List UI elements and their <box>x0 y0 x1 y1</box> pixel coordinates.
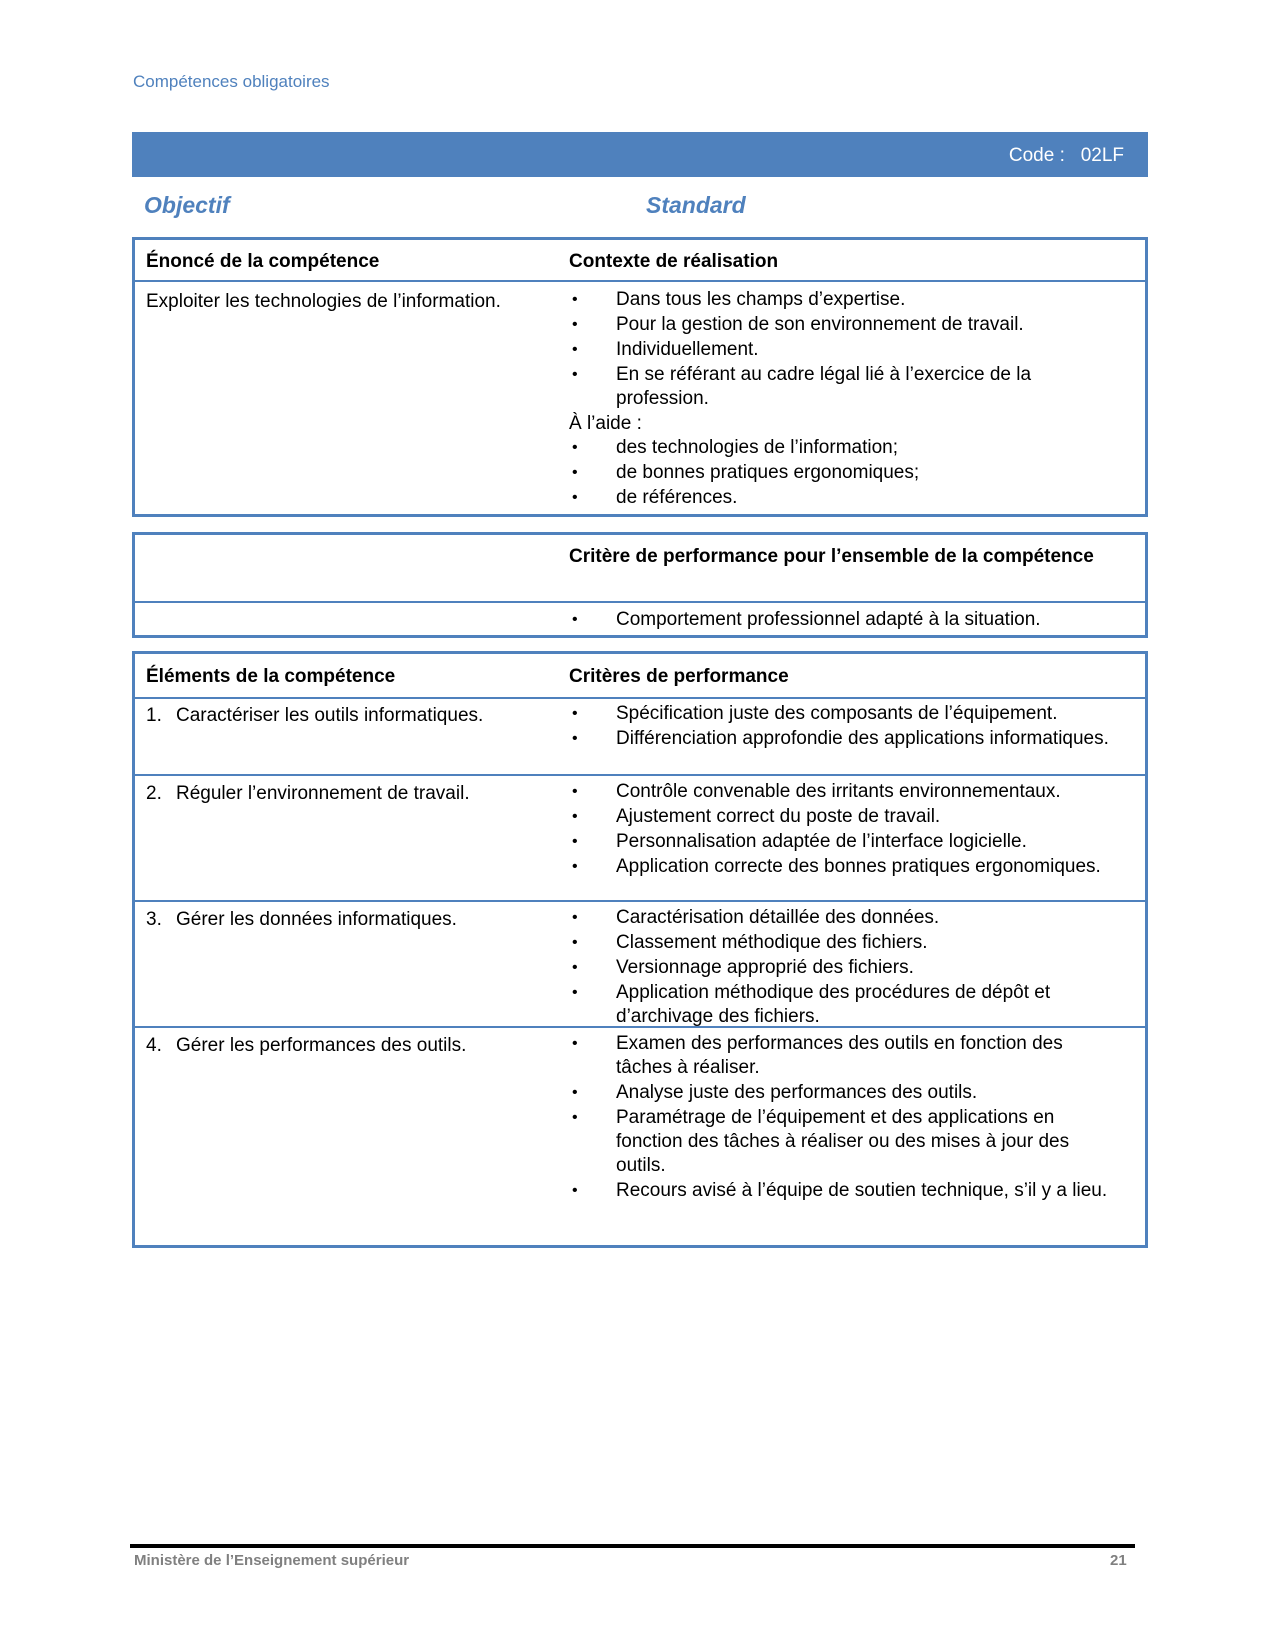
bullet-text: Caractérisation détaillée des données. <box>616 907 940 928</box>
bullet-item <box>569 608 1109 632</box>
footer-rule <box>130 1544 1135 1548</box>
bullet-text: Application méthodique des procédures de dépôt et d’archivage des fichiers. <box>616 982 1051 1027</box>
bullet-text: En se référant au cadre légal lié à l’exercice de la profession. <box>616 364 1032 409</box>
elements-header: Éléments de la compétence <box>146 666 396 687</box>
bullet-icon: • <box>572 783 578 800</box>
competence-statement: Exploiter les technologies de l’information. <box>146 291 501 312</box>
element-cell <box>146 908 556 932</box>
bullet-text: Personnalisation adaptée de l’interface logicielle. <box>616 831 1027 852</box>
row-separator <box>135 1026 1145 1028</box>
bullet-item <box>569 288 1109 312</box>
bullet-icon: • <box>572 1109 578 1126</box>
bullet-icon: • <box>572 934 578 951</box>
bullet-item <box>569 1106 1109 1178</box>
bullet-icon: • <box>572 730 578 747</box>
enonce-table-header <box>135 240 1145 282</box>
bullet-item <box>569 313 1109 337</box>
element-text: Gérer les performances des outils. <box>176 1035 467 1056</box>
bullet-item <box>569 1179 1109 1203</box>
bullet-item <box>569 702 1109 726</box>
bullet-icon: • <box>572 1035 578 1052</box>
criteres-cell <box>569 906 1109 1030</box>
bullet-text: de références. <box>616 487 738 508</box>
bullet-text: Contrôle convenable des irritants environnementaux. <box>616 781 1061 802</box>
contexte-header: Contexte de réalisation <box>569 251 779 272</box>
bullet-icon: • <box>572 291 578 308</box>
bullet-item <box>569 780 1109 804</box>
bullet-icon: • <box>572 366 578 383</box>
bullet-icon: • <box>572 464 578 481</box>
bullet-text: Recours avisé à l’équipe de soutien technique, s’il y a lieu. <box>616 1180 1108 1201</box>
element-cell <box>146 782 556 806</box>
row-separator <box>135 900 1145 902</box>
bullet-icon: • <box>572 808 578 825</box>
criteres-cell <box>569 780 1109 880</box>
criteres-header: Critères de performance <box>569 666 789 687</box>
bullet-icon: • <box>572 705 578 722</box>
bullet-item <box>569 855 1109 879</box>
aide-label: À l’aide : <box>569 413 642 434</box>
bullet-icon: • <box>572 439 578 456</box>
bullet-icon: • <box>572 858 578 875</box>
bullet-icon: • <box>572 1182 578 1199</box>
element-text: Gérer les données informatiques. <box>176 909 457 930</box>
bullet-icon: • <box>572 984 578 1001</box>
bullet-icon: • <box>572 341 578 358</box>
bullet-item <box>569 727 1109 751</box>
element-text: Caractériser les outils informatiques. <box>176 705 484 726</box>
criteres-cell <box>569 702 1109 752</box>
element-number: 4. <box>146 1035 162 1056</box>
bullet-item <box>569 830 1109 854</box>
bullet-item <box>569 436 1109 460</box>
element-number: 3. <box>146 909 162 930</box>
bullet-text: Dans tous les champs d’expertise. <box>616 289 906 310</box>
bullet-text: Différenciation approfondie des applications informatiques. <box>616 728 1109 749</box>
bullet-item <box>569 805 1109 829</box>
bullet-text: Comportement professionnel adapté à la situation. <box>616 609 1041 630</box>
elements-table-header <box>135 654 1145 699</box>
bullet-text: de bonnes pratiques ergonomiques; <box>616 462 920 483</box>
bullet-item <box>569 981 1109 1029</box>
bullet-item <box>569 486 1109 510</box>
element-number: 1. <box>146 705 162 726</box>
criteres-ensemble-list <box>569 608 1109 633</box>
objectif-label: Objectif <box>144 192 230 218</box>
code-bar <box>132 132 1148 177</box>
bullet-item <box>569 956 1109 980</box>
footer-page-number: 21 <box>1110 1552 1127 1569</box>
bullet-item <box>569 338 1109 362</box>
bullet-icon: • <box>572 909 578 926</box>
bullet-item <box>569 363 1109 411</box>
bullet-text: Application correcte des bonnes pratiques ergonomiques. <box>616 856 1101 877</box>
bullet-text: Pour la gestion de son environnement de travail. <box>616 314 1024 335</box>
bullet-icon: • <box>572 611 578 628</box>
bullet-item <box>569 906 1109 930</box>
criteres-ensemble-table <box>132 532 1148 638</box>
bullet-item <box>569 931 1109 955</box>
bullet-icon: • <box>572 1084 578 1101</box>
row-separator <box>135 774 1145 776</box>
footer-ministry: Ministère de l’Enseignement supérieur <box>134 1552 410 1569</box>
bullet-text: Individuellement. <box>616 339 759 360</box>
bullet-icon: • <box>572 959 578 976</box>
bullet-item <box>569 1081 1109 1105</box>
standard-label: Standard <box>646 192 746 218</box>
elements-table <box>132 651 1148 1248</box>
bullet-icon: • <box>572 833 578 850</box>
bullet-text: des technologies de l’information; <box>616 437 899 458</box>
element-text: Réguler l’environnement de travail. <box>176 783 470 804</box>
bullet-item <box>569 1032 1109 1080</box>
enonce-table <box>132 237 1148 517</box>
bullet-text: Analyse juste des performances des outils. <box>616 1082 978 1103</box>
bullet-icon: • <box>572 489 578 506</box>
bullet-text: Examen des performances des outils en fonction des tâches à réaliser. <box>616 1033 1063 1078</box>
bullet-item <box>569 461 1109 485</box>
criteres-cell <box>569 1032 1109 1204</box>
element-cell <box>146 704 556 728</box>
enonce-header: Énoncé de la compétence <box>146 251 380 272</box>
element-number: 2. <box>146 783 162 804</box>
bullet-text: Ajustement correct du poste de travail. <box>616 806 941 827</box>
criteres-ensemble-header-row <box>135 535 1145 603</box>
contexte-list <box>569 288 1109 511</box>
bullet-text: Spécification juste des composants de l’équipement. <box>616 703 1058 724</box>
competence-code: Code : 02LF <box>1008 145 1124 166</box>
bullet-text: Versionnage approprié des fichiers. <box>616 957 914 978</box>
element-cell <box>146 1034 556 1058</box>
bullet-icon: • <box>572 316 578 333</box>
page-header-title: Compétences obligatoires <box>133 72 330 91</box>
bullet-text: Classement méthodique des fichiers. <box>616 932 928 953</box>
bullet-text: Paramétrage de l’équipement et des applications en fonction des tâches à réaliser ou des mises à jour des outils. <box>616 1107 1070 1176</box>
criteres-ensemble-header: Critère de performance pour l’ensemble de la compétence <box>569 546 1094 567</box>
